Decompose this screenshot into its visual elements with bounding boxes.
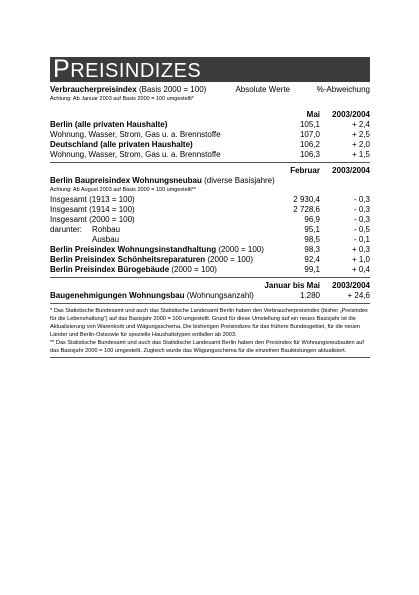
page-title — [50, 57, 370, 82]
bg-period: Januar bis Mai — [264, 281, 320, 290]
bau-note: Achtung: Ab August 2003 auf Basis 2000 = 100 umgestellt** — [50, 187, 197, 193]
col-absolute-values: Absolute Werte — [235, 85, 290, 94]
row-value: 105,1 — [299, 120, 320, 129]
row-label: Insgesamt (2000 = 100) — [50, 215, 135, 224]
row-label: Berlin Preisindex Bürogebäude — [50, 265, 170, 274]
bg-period-compare: 2003/2004 — [332, 281, 370, 290]
bau-heading: Berlin Baupreisindex Wohnungsneubau — [50, 176, 202, 185]
row-change: + 0,3 — [351, 245, 370, 254]
row-value: 106,3 — [299, 150, 320, 159]
row-label-suffix: (2000 = 100) — [205, 255, 253, 264]
title-initial: P — [53, 55, 71, 83]
row-value: 96,9 — [304, 215, 320, 224]
bau-heading-row — [50, 176, 370, 186]
bau-period-compare: 2003/2004 — [332, 166, 370, 175]
row-change: - 0,5 — [353, 225, 370, 234]
row-change: - 0,3 — [353, 205, 370, 214]
row-label: Baugenehmigungen Wohnungsbau — [50, 291, 185, 300]
row-change: + 1,0 — [351, 255, 370, 264]
vpi-heading-row — [50, 85, 370, 95]
col-percent-change: %-Abweichung — [316, 85, 370, 94]
content — [50, 85, 370, 361]
row-label: Wohnung, Wasser, Strom, Gas u. a. Brennstoffe — [50, 130, 221, 139]
vpi-period: Mai — [306, 110, 320, 119]
title-rest: REISINDIZES — [70, 60, 202, 82]
divider — [50, 357, 370, 358]
row-change: + 2,4 — [351, 120, 370, 129]
row-label: Berlin (alle privaten Haushalte) — [50, 120, 168, 129]
table-row — [50, 235, 370, 245]
footnote-bau: ** Das Statistische Bundesamt und auch das Statistische Landesamt Berlin haben den Preisindex für Wohnungsneubauten auf das Basisjahr 2000 = 100 umgestellt. Zugleich wurde das Wägungsschema für die einzelnen Bauleistungen aktualisiert. — [50, 340, 364, 354]
divider — [50, 303, 370, 304]
table-row — [50, 195, 370, 205]
vpi-period-row — [50, 110, 370, 120]
row-value: 106,2 — [299, 140, 320, 149]
table-row — [50, 120, 370, 130]
row-value: 95,1 — [304, 225, 320, 234]
row-label: Ausbau — [92, 235, 120, 244]
row-change: + 2,0 — [351, 140, 370, 149]
row-change: - 0,3 — [353, 195, 370, 204]
table-row — [50, 255, 370, 265]
table-row — [50, 150, 370, 160]
row-value: 98,3 — [304, 245, 320, 254]
row-label-suffix: (Wohnungsanzahl) — [184, 291, 254, 300]
row-value: 92,4 — [304, 255, 320, 264]
row-prefix: darunter: — [50, 225, 83, 234]
table-row — [50, 225, 370, 235]
row-change: + 24,6 — [347, 291, 370, 300]
row-value: 2 728,6 — [293, 205, 320, 214]
bau-heading-suffix: (diverse Basisjahre) — [201, 176, 275, 185]
row-value: 98,5 — [304, 235, 320, 244]
bau-period-row — [50, 166, 370, 176]
row-label: Berlin Preisindex Schönheitsreparaturen — [50, 255, 206, 264]
bg-period-row — [50, 281, 370, 291]
table-row — [50, 140, 370, 150]
row-change: - 0,3 — [353, 215, 370, 224]
row-label: Insgesamt (1913 = 100) — [50, 195, 135, 204]
row-label-suffix: (2000 = 100) — [216, 245, 264, 254]
row-change: + 2,5 — [351, 130, 370, 139]
row-value: 2 930,4 — [293, 195, 320, 204]
table-row — [50, 291, 370, 301]
row-label: Wohnung, Wasser, Strom, Gas u. a. Brennstoffe — [50, 150, 221, 159]
table-row — [50, 215, 370, 225]
row-change: - 0,1 — [353, 235, 370, 244]
vpi-heading-suffix: (Basis 2000 = 100) — [136, 85, 207, 94]
row-change: + 0,4 — [351, 265, 370, 274]
row-label: Rohbau — [92, 225, 121, 234]
table-row — [50, 130, 370, 140]
divider — [50, 277, 370, 278]
row-label: Berlin Preisindex Wohnungsinstandhaltung — [50, 245, 217, 254]
row-label: Deutschland (alle privaten Haushalte) — [50, 140, 193, 149]
vpi-note: Achtung: Ab Januar 2003 auf Basis 2000 = 100 umgestellt* — [50, 96, 194, 102]
footnote-vpi: * Das Statistische Bundesamt und auch das Statistische Landesamt Berlin haben den Verbraucherpreisindex (bisher „Preisindex für die Lebenshaltung“) auf das Basisjahr 2000 = 100 umgestellt. Grund für diese Umstellung auf ein neues Basisjahr ist die Aktualisierung von Warenkorb und Wägungsschema. Die bisherigen Preisindizes für das frühere Bundesgebiet, für die neuen Länder und Berlin-Ostsowie für spezielle Haushaltstypen entfallen ab 2003. — [50, 308, 368, 338]
table-row — [50, 205, 370, 215]
row-label: Insgesamt (1914 = 100) — [50, 205, 135, 214]
row-value: 99,1 — [304, 265, 320, 274]
vpi-heading: Verbraucherpreisindex — [50, 85, 137, 94]
table-row — [50, 265, 370, 275]
row-value: 107,0 — [299, 130, 320, 139]
row-label-suffix: (2000 = 100) — [169, 265, 217, 274]
vpi-period-compare: 2003/2004 — [332, 110, 370, 119]
divider — [50, 162, 370, 163]
row-value: 1.280 — [299, 291, 320, 300]
row-change: + 1,5 — [351, 150, 370, 159]
table-row — [50, 245, 370, 255]
bau-period: Februar — [290, 166, 320, 175]
